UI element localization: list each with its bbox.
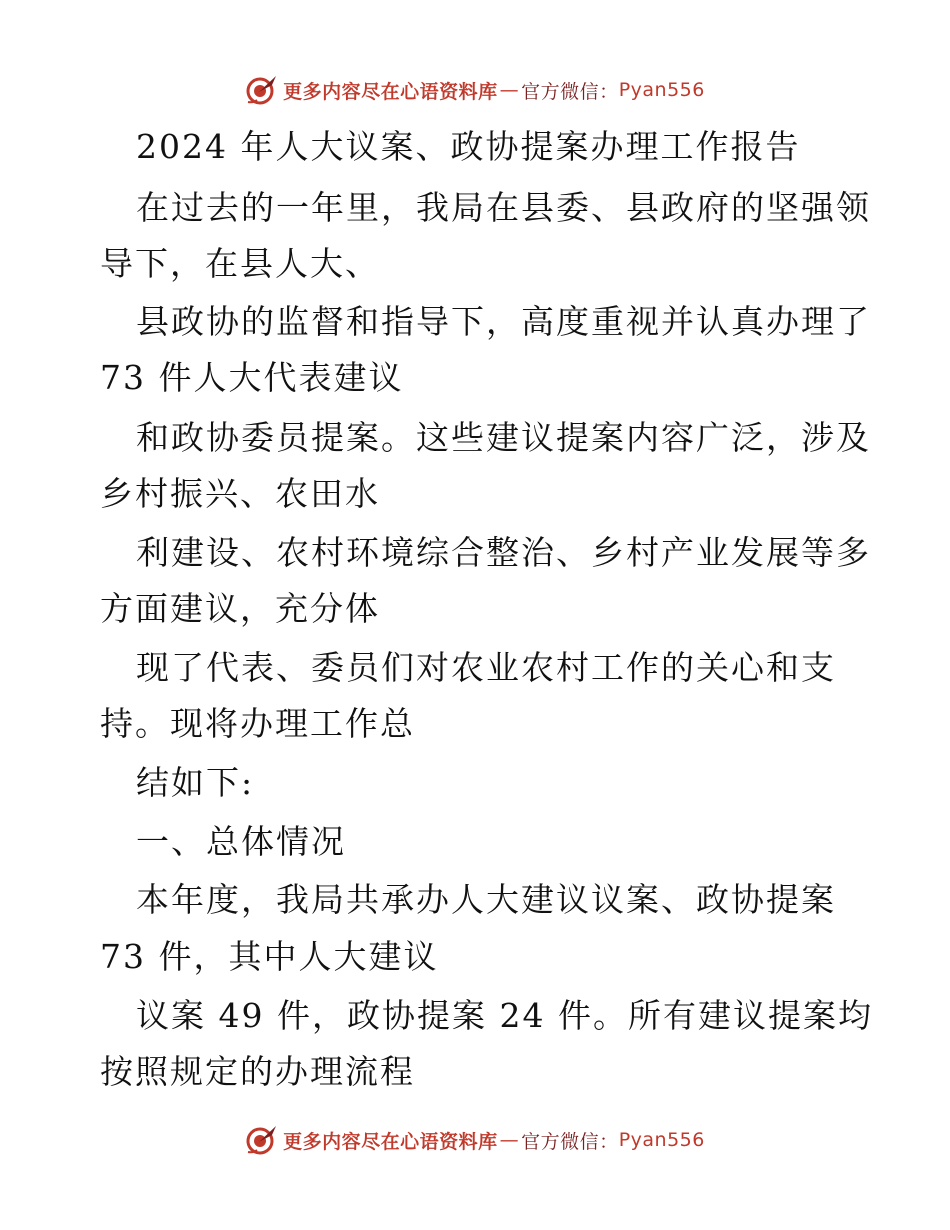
paragraph-line: 方面建议，充分体 xyxy=(100,589,380,628)
paragraph-line: 持。现将办理工作总 xyxy=(100,704,415,743)
watermark-official-label: 官方微信： xyxy=(521,1130,619,1153)
watermark-official-label: 官方微信： xyxy=(521,80,619,103)
paragraph-line: 73 件，其中人大建议 xyxy=(100,937,439,976)
document-title: 2024 年人大议案、政协提案办理工作报告 xyxy=(136,127,801,166)
watermark-dash: — xyxy=(499,1129,520,1151)
paragraph-line: 乡村振兴、农田水 xyxy=(100,474,380,513)
paragraph-line: 现了代表、委员们对农业农村工作的关心和支 xyxy=(136,648,836,687)
paragraph-line: 县政协的监督和指导下，高度重视并认真办理了 xyxy=(136,302,871,341)
watermark-wechat-id: Pyan556 xyxy=(618,79,705,101)
header-watermark xyxy=(0,70,950,110)
paragraph-line: 结如下: xyxy=(136,763,255,802)
watermark-wechat-id: Pyan556 xyxy=(618,1129,705,1151)
paragraph-line: 在过去的一年里，我局在县委、县政府的坚强领 xyxy=(136,188,871,227)
paragraph-line: 和政协委员提案。这些建议提案内容广泛，涉及 xyxy=(136,418,871,457)
watermark-dash: — xyxy=(499,79,520,101)
watermark-main-text: 更多内容尽在心语资料库 xyxy=(283,1130,498,1153)
footer-watermark xyxy=(0,1120,950,1160)
paragraph-line: 议案 49 件，政协提案 24 件。所有建议提案均 xyxy=(136,996,873,1035)
section-heading: 一、总体情况 xyxy=(136,822,346,861)
quill-circle-icon xyxy=(245,1123,279,1157)
paragraph-line: 导下，在县人大、 xyxy=(100,244,380,283)
paragraph-line: 利建设、农村环境综合整治、乡村产业发展等多 xyxy=(136,533,871,572)
watermark-main-text: 更多内容尽在心语资料库 xyxy=(283,80,498,103)
paragraph-line: 按照规定的办理流程 xyxy=(100,1052,415,1091)
quill-circle-icon xyxy=(245,73,279,107)
paragraph-line: 73 件人大代表建议 xyxy=(100,358,404,397)
paragraph-line: 本年度，我局共承办人大建议议案、政协提案 xyxy=(136,880,836,919)
